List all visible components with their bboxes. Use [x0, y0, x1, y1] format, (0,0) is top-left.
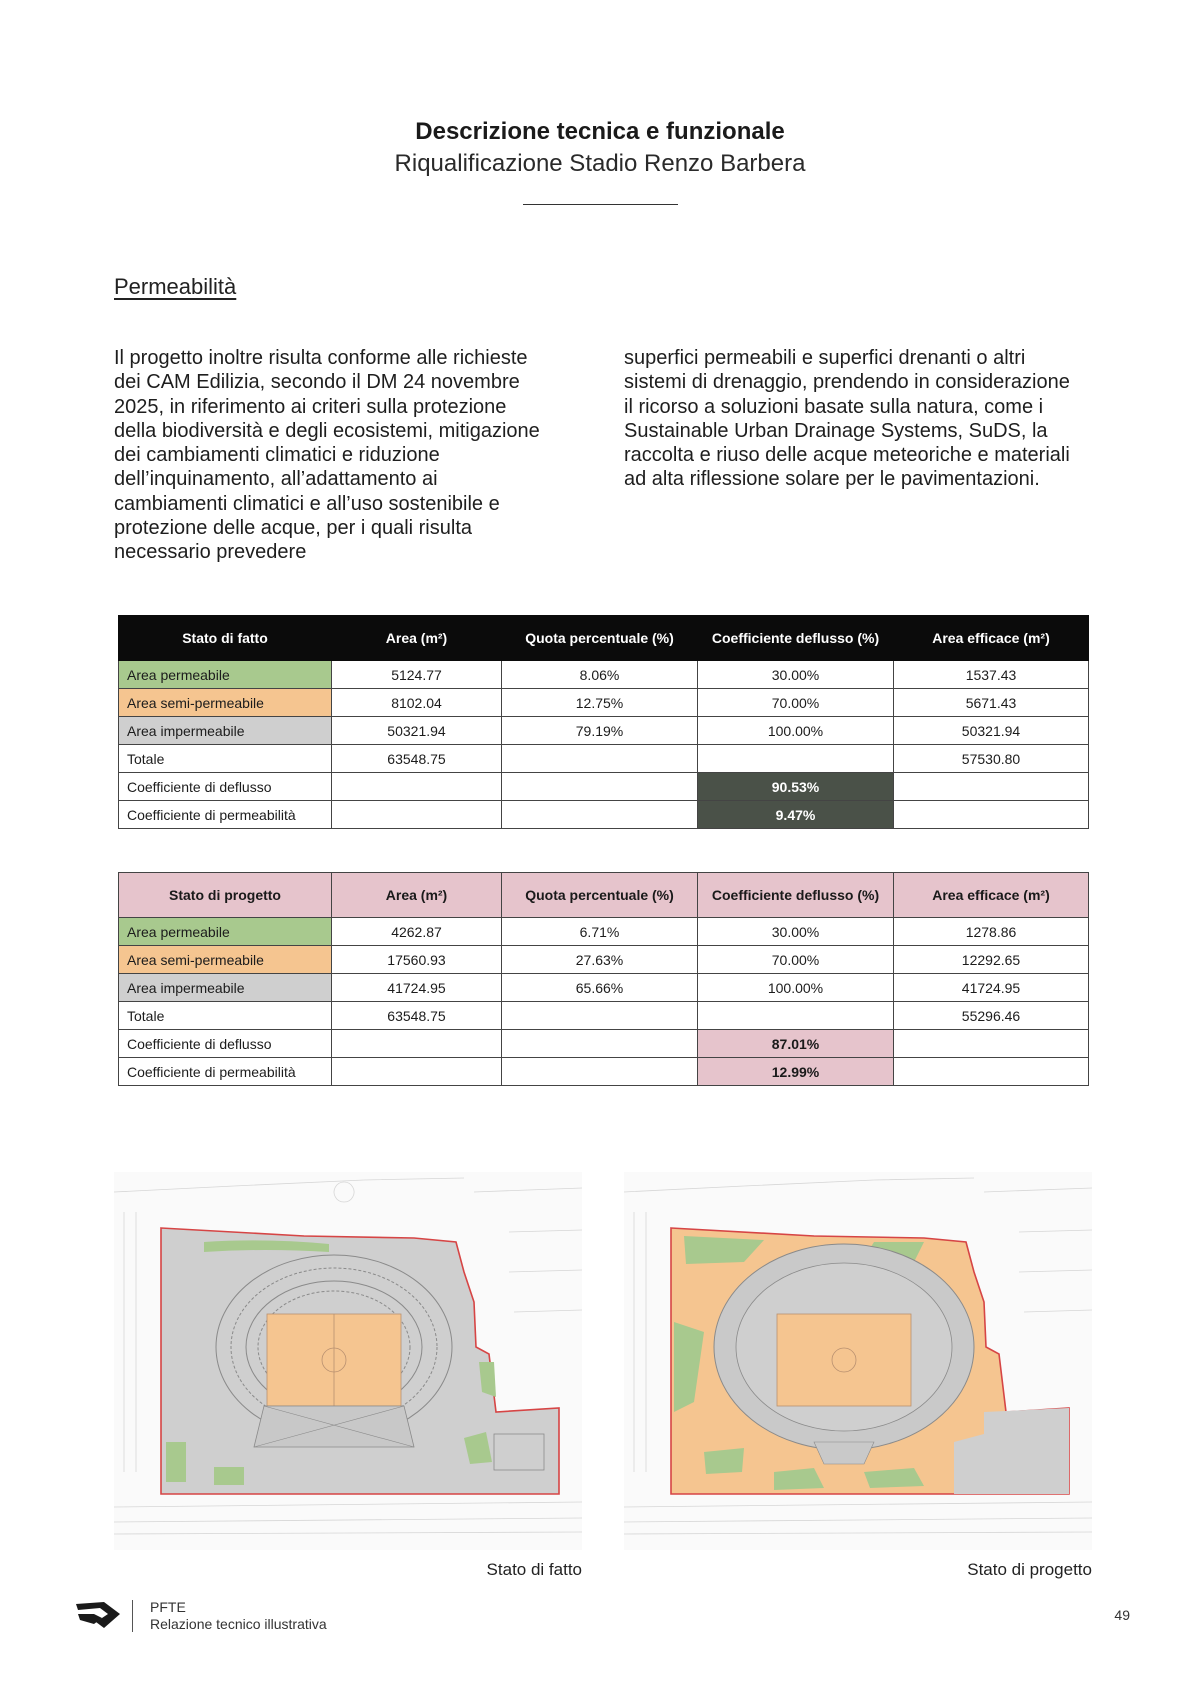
title-divider: [523, 204, 678, 205]
table-cell: 50321.94: [894, 717, 1089, 745]
footer-divider: [132, 1600, 133, 1632]
table-row: [119, 1002, 1089, 1030]
table-row: [119, 773, 1089, 801]
row-label: Area impermeabile: [119, 974, 332, 1002]
highlight-cell: 12.99%: [698, 1058, 894, 1086]
table-cell: [894, 773, 1089, 801]
table-cell: [502, 1002, 698, 1030]
row-label: Totale: [119, 745, 332, 773]
table-cell: 100.00%: [698, 717, 894, 745]
row-label: Area permeabile: [119, 918, 332, 946]
plan-caption-stato-di-fatto: Stato di fatto: [486, 1560, 582, 1579]
table-cell: 79.19%: [502, 717, 698, 745]
plan-caption-stato-di-progetto: Stato di progetto: [967, 1560, 1092, 1579]
row-label: Area impermeabile: [119, 717, 332, 745]
footer-sublabel: Relazione tecnico illustrativa: [150, 1616, 327, 1632]
table-stato-di-progetto: [118, 872, 1089, 1086]
table-cell: 57530.80: [894, 745, 1089, 773]
page-number: 49: [1114, 1607, 1130, 1623]
table-cell: 30.00%: [698, 918, 894, 946]
row-label: Area semi-permeabile: [119, 689, 332, 717]
table-cell: [894, 1030, 1089, 1058]
table-cell: [894, 801, 1089, 829]
table-cell: [332, 1030, 502, 1058]
header-cell: Area (m²): [332, 873, 502, 918]
table-cell: [502, 745, 698, 773]
table-cell: [502, 801, 698, 829]
section-heading: Permeabilità: [114, 274, 237, 299]
table-cell: 4262.87: [332, 918, 502, 946]
header-cell: Area efficace (m²): [894, 873, 1089, 918]
document-subtitle: Riqualificazione Stadio Renzo Barbera: [394, 150, 806, 177]
table-cell: [502, 773, 698, 801]
table-cell: 100.00%: [698, 974, 894, 1002]
table-row: [119, 918, 1089, 946]
table-row: [119, 745, 1089, 773]
header-cell: Coefficiente deflusso (%): [698, 873, 894, 918]
table-cell: 30.00%: [698, 661, 894, 689]
header-cell: Quota percentuale (%): [502, 616, 698, 661]
row-label: Area semi-permeabile: [119, 946, 332, 974]
table-cell: 63548.75: [332, 1002, 502, 1030]
table-header-row: [119, 616, 1089, 661]
header-cell: Coefficiente deflusso (%): [698, 616, 894, 661]
table-row: [119, 946, 1089, 974]
site-plan-stato-di-progetto: [624, 1172, 1092, 1550]
table-cell: 12.75%: [502, 689, 698, 717]
table-cell: 70.00%: [698, 946, 894, 974]
table-row: [119, 1030, 1089, 1058]
table-cell: [502, 1058, 698, 1086]
row-label: Coefficiente di permeabilità: [119, 801, 332, 829]
table-cell: 50321.94: [332, 717, 502, 745]
table-stato-di-fatto: [118, 615, 1089, 829]
row-label: Coefficiente di permeabilità: [119, 1058, 332, 1086]
table-cell: 6.71%: [502, 918, 698, 946]
highlight-cell: 87.01%: [698, 1030, 894, 1058]
footer-label: PFTE: [150, 1599, 186, 1615]
header-cell: Quota percentuale (%): [502, 873, 698, 918]
table-cell: [894, 1058, 1089, 1086]
body-text-column-2: superfici permeabili e superfici drenanti o altri sistemi di drenaggio, prendendo in considerazione il ricorso a soluzioni basate sulla natura, come i Sustainable Urban Drainage Systems, SuDS, la raccolta e riuso delle acque meteoriche e materiali ad alta riflessione solare per le pavimentazioni.: [624, 347, 1070, 491]
table-row: [119, 717, 1089, 745]
table-cell: 41724.95: [332, 974, 502, 1002]
table-row: [119, 801, 1089, 829]
table-row: [119, 974, 1089, 1002]
table-cell: 1278.86: [894, 918, 1089, 946]
table-cell: 5671.43: [894, 689, 1089, 717]
header-cell: Area efficace (m²): [894, 616, 1089, 661]
table-cell: 55296.46: [894, 1002, 1089, 1030]
table-cell: 5124.77: [332, 661, 502, 689]
highlight-cell: 90.53%: [698, 773, 894, 801]
header-cell: Stato di fatto: [119, 616, 332, 661]
row-label: Totale: [119, 1002, 332, 1030]
table-cell: [332, 773, 502, 801]
table-header-row: [119, 873, 1089, 918]
table-cell: 8.06%: [502, 661, 698, 689]
document-title: Descrizione tecnica e funzionale: [415, 118, 785, 145]
table-row: [119, 689, 1089, 717]
site-plan-stato-di-fatto: [114, 1172, 582, 1550]
table-cell: 12292.65: [894, 946, 1089, 974]
eagle-logo-icon: [74, 1596, 122, 1632]
table-cell: [332, 801, 502, 829]
table-row: [119, 1058, 1089, 1086]
body-text-column-1: Il progetto inoltre risulta conforme alle richieste dei CAM Edilizia, secondo il DM 24 novembre 2025, in riferimento ai criteri sulla protezione della biodiversità e degli ecosistemi, mitigazione dei cambiamenti climatici e riduzione dell’inquinamento, all’adattamento ai cambiamenti climatici e all’uso sostenibile e protezione delle acque, per i quali risulta necessario prevedere: [114, 347, 540, 564]
row-label: Coefficiente di deflusso: [119, 773, 332, 801]
table-cell: 1537.43: [894, 661, 1089, 689]
table-cell: [332, 1058, 502, 1086]
table-row: [119, 661, 1089, 689]
row-label: Coefficiente di deflusso: [119, 1030, 332, 1058]
table-cell: 65.66%: [502, 974, 698, 1002]
table-cell: 27.63%: [502, 946, 698, 974]
table-cell: [502, 1030, 698, 1058]
row-label: Area permeabile: [119, 661, 332, 689]
table-cell: [698, 1002, 894, 1030]
highlight-cell: 9.47%: [698, 801, 894, 829]
table-cell: 63548.75: [332, 745, 502, 773]
table-cell: 17560.93: [332, 946, 502, 974]
table-cell: 70.00%: [698, 689, 894, 717]
table-cell: 41724.95: [894, 974, 1089, 1002]
table-cell: [698, 745, 894, 773]
table-cell: 8102.04: [332, 689, 502, 717]
header-cell: Stato di progetto: [119, 873, 332, 918]
header-cell: Area (m²): [332, 616, 502, 661]
